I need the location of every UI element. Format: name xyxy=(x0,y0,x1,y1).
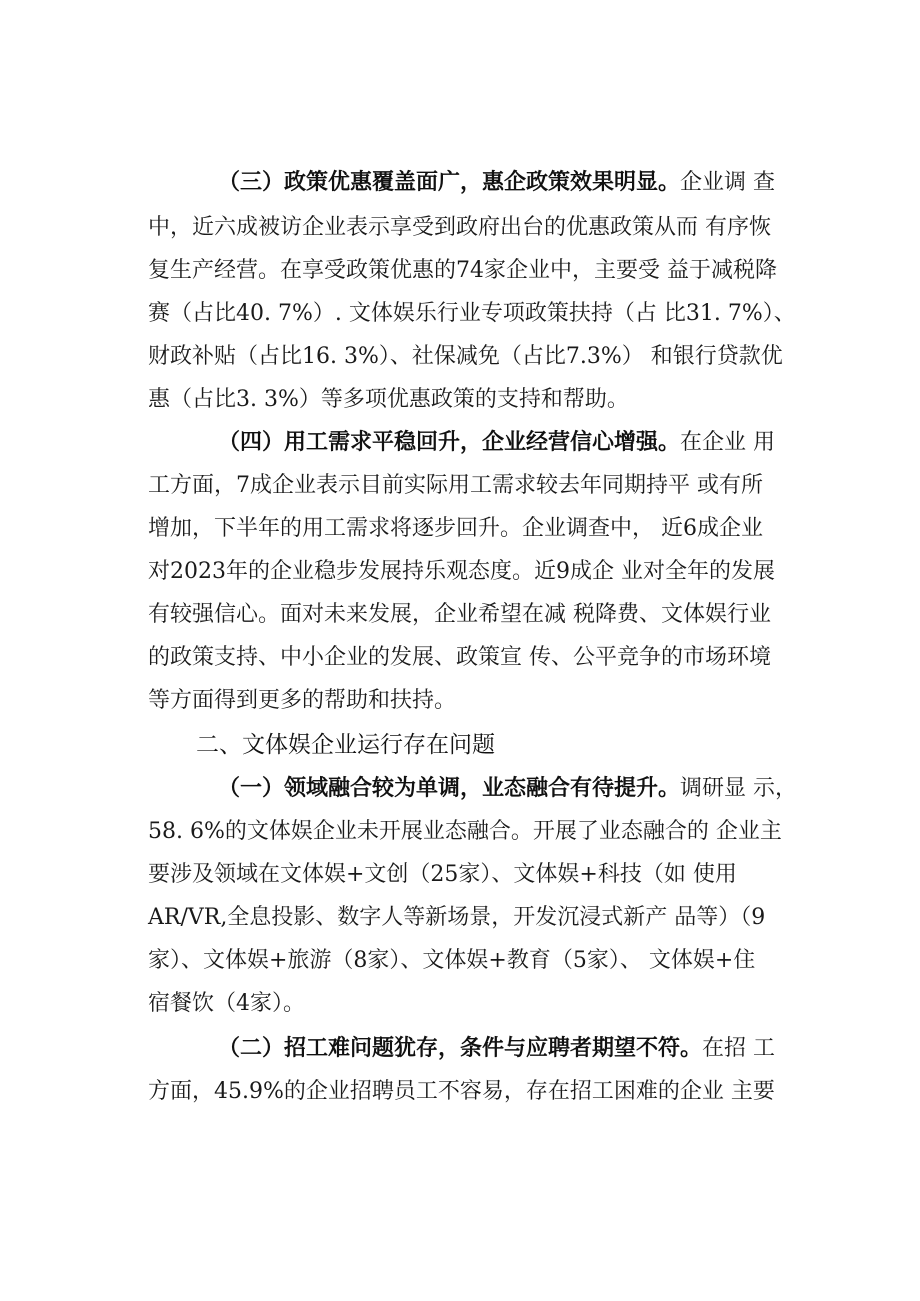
section-2-paragraph-1-line-5: 家）、文体娱+旅游（8家）、文体娱+教育（5家）、 文体娱+住 xyxy=(148,948,756,973)
section-2-paragraph-2-line-2: 方面，45.9%的企业招聘员工不容易，存在招工困难的企业 主要 xyxy=(148,1079,775,1104)
section-2-paragraph-1-line-1 xyxy=(218,774,797,804)
paragraph-3-line-4: 赛（占比40. 7%）. 文体娱乐行业专项政策扶持（占 比31. 7%）、 xyxy=(148,301,796,326)
paragraph-4-line-6: 的政策支持、中小企业的发展、政策宣 传、公平竞争的市场环境 xyxy=(148,645,771,670)
paragraph-4-line-1 xyxy=(218,428,775,458)
paragraph-4-line-7: 等方面得到更多的帮助和扶持。 xyxy=(148,688,457,713)
paragraph-3-line-1-text: 企业调 查 xyxy=(680,170,776,195)
section-2-paragraph-2-line-1 xyxy=(218,1034,775,1064)
section-2-paragraph-1-bold-lead: （一）领域融合较为单调，业态融合有待提升。 xyxy=(218,776,681,801)
paragraph-3-bold-lead: （三）政策优惠覆盖面广，惠企政策效果明显。 xyxy=(218,170,681,195)
section-2-paragraph-1-line-6: 宿餐饮（4家）。 xyxy=(148,991,305,1016)
section-2-paragraph-2-bold-lead: （二）招工难问题犹存，条件与应聘者期望不符。 xyxy=(218,1036,703,1061)
paragraph-4-line-2: 工方面，7成企业表示目前实际用工需求较去年同期持平 或有所 xyxy=(148,473,763,498)
paragraph-3-line-3: 复生产经营。在享受政策优惠的74家企业中，主要受 益于减税降 xyxy=(148,258,777,283)
paragraph-3-line-6: 惠（占比3. 3%）等多项优惠政策的支持和帮助。 xyxy=(148,387,629,412)
paragraph-4-line-3: 增加，下半年的用工需求将逐步回升。企业调查中， 近6成企业 xyxy=(148,516,763,541)
paragraph-3-line-5: 财政补贴（占比16. 3%）、社保减免（占比7.3%） 和银行贷款优 xyxy=(148,344,783,369)
section-2-paragraph-1-line-3: 要涉及领域在文体娱+文创（25家）、文体娱+科技（如 使用 xyxy=(148,862,737,887)
paragraph-3-line-2: 中，近六成被访企业表示享受到政府出台的优惠政策从而 有序恢 xyxy=(148,215,771,240)
section-2-paragraph-1-line-4: AR/VR,全息投影、数字人等新场景，开发沉浸式新产 品等）（9 xyxy=(148,905,766,930)
paragraph-3-line-1 xyxy=(218,168,775,198)
section-2-paragraph-2-line-1-text: 在招 工 xyxy=(702,1036,776,1061)
paragraph-4-line-4: 对2023年的企业稳步发展持乐观态度。近9成企 业对全年的发展 xyxy=(148,559,775,584)
section-2-paragraph-1-line-1-text: 调研显 示， xyxy=(680,776,798,801)
paragraph-4-line-5: 有较强信心。面对未来发展，企业希望在减 税降费、文体娱行业 xyxy=(148,602,771,627)
paragraph-4-bold-lead: （四）用工需求平稳回升，企业经营信心增强。 xyxy=(218,430,681,455)
section-2-heading: 二、文体娱企业运行存在问题 xyxy=(196,732,495,758)
paragraph-4-line-1-text: 在企业 用 xyxy=(680,430,776,455)
section-2-paragraph-1-line-2: 58. 6%的文体娱企业未开展业态融合。开展了业态融合的 企业主 xyxy=(148,819,782,844)
